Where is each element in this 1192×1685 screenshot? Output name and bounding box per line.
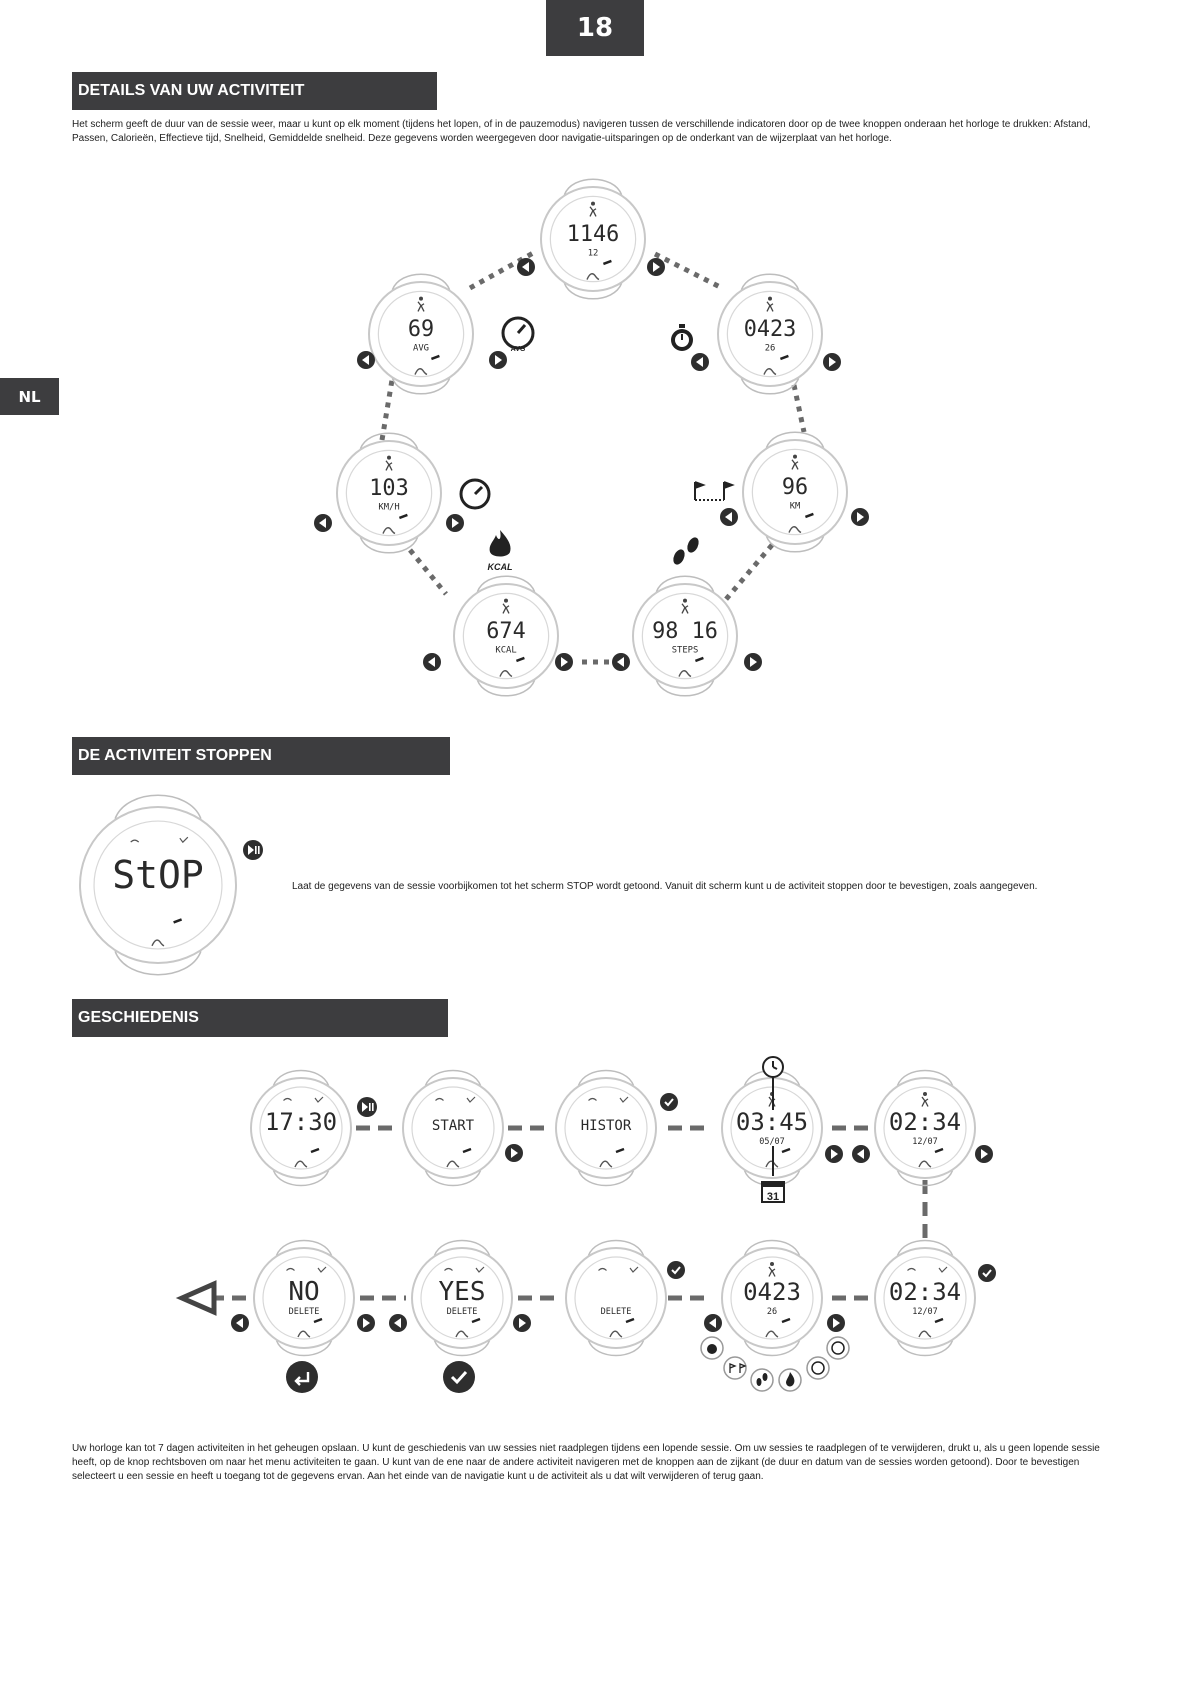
confirm-button-icon: [443, 1361, 475, 1393]
history-row1-watch-4: [875, 1071, 975, 1186]
history-row2-watch-1: [722, 1241, 822, 1356]
watch-main-value: NO: [288, 1277, 320, 1307]
watch-main-value: YES: [438, 1277, 486, 1307]
cycle-watch-2: [743, 432, 847, 552]
cycle-watch-6: [369, 274, 473, 394]
cycle-watch-3: [633, 576, 737, 696]
cycle-watch-4: [454, 576, 558, 696]
back-arrow-icon: [182, 1284, 214, 1312]
return-button-icon: [286, 1361, 318, 1393]
speedometer-avg-icon: [503, 318, 533, 353]
watch-sub-value: DELETE: [288, 1307, 320, 1317]
watch-main-value: 69: [407, 317, 435, 343]
watch-sub-value: 05/07: [759, 1137, 785, 1147]
history-row1-watch-0: [251, 1071, 351, 1186]
stop-watch: [80, 795, 236, 974]
svg-text:KCAL: KCAL: [487, 562, 513, 572]
watch-main-value: 02:34: [888, 1108, 962, 1136]
watch-sub-value: 12/07: [912, 1137, 938, 1147]
prev-button-icon: [517, 258, 535, 276]
stopwatch-icon: [671, 324, 693, 351]
watch-sub-value: KM: [789, 501, 801, 512]
watch-main-value: StOP: [112, 853, 204, 898]
section-header-details: DETAILS VAN UW ACTIVITEIT: [72, 72, 437, 110]
watch-sub-value: AVG: [413, 343, 429, 354]
next-button-icon: [647, 258, 665, 276]
check-button-icon: [660, 1093, 678, 1111]
watch-main-value: 17:30: [264, 1108, 338, 1136]
flame-kcal-icon: [488, 530, 513, 572]
cycle-watch-0: [541, 179, 645, 299]
watch-main-value: 103: [369, 476, 409, 502]
svg-text:AVG: AVG: [510, 346, 526, 353]
watch-sub-value: DELETE: [446, 1307, 478, 1317]
cycle-watch-5: [337, 433, 441, 553]
history-row1-watch-1: [403, 1071, 503, 1186]
watch-sub-value: 26: [766, 1307, 778, 1317]
language-tab: NL: [0, 378, 59, 415]
section-header-history: GESCHIEDENIS: [72, 999, 448, 1037]
watch-sub-value: 12: [587, 248, 599, 259]
calendar-icon: [762, 1182, 784, 1203]
history-row2-watch-4: [254, 1241, 354, 1356]
watch-main-value: 1146: [566, 222, 620, 248]
history-row2-watch-3: [412, 1241, 512, 1356]
watch-main-value: 674: [486, 619, 526, 645]
history-paragraph: Uw horloge kan tot 7 dagen activiteiten in het geheugen opslaan. U kunt de geschiedenis van uw sessies niet raadplegen tijdens een lopende sessie. Om uw sessies te raadplegen of te verwijderen, drukt u, als u geen lopende sessie heeft, op de knop rechtsboven om naar het menu activiteiten te gaan. U kunt van de ene naar de andere activiteit navigeren met de knoppen aan de zijkant (de duur en datum van de sessies worden getoond). Door te bevestigen selecteert u een sessie en heeft u toegang tot de gegevens ervan. Aan het einde van de navigatie kunt u de activiteit als u dat wilt verwijderen of terug gaan.: [72, 1443, 1100, 1482]
history-row2-watch-2: [566, 1241, 666, 1356]
watch-sub-value: DELETE: [600, 1307, 632, 1317]
watch-main-value: 03:45: [735, 1108, 809, 1136]
watch-sub-value: 26: [764, 343, 776, 354]
watch-sub-value: KM/H: [378, 502, 400, 513]
cycle-watch-1: [718, 274, 822, 394]
watch-main-value: 98 16: [652, 619, 718, 645]
stop-pause-button-icon: [243, 840, 263, 860]
watch-main-value: HISTOR: [580, 1118, 632, 1134]
history-row2-watch-0: [875, 1241, 975, 1356]
svg-text:31: 31: [766, 1191, 780, 1203]
clock-icon: [763, 1057, 783, 1077]
watch-main-value: START: [431, 1118, 475, 1134]
pause-button-icon: [357, 1097, 377, 1117]
page-number: 18: [546, 0, 644, 56]
watch-main-value: 96: [781, 475, 809, 501]
watch-main-value: 02:34: [888, 1278, 962, 1306]
watch-sub-value: KCAL: [495, 645, 517, 656]
footprints-icon: [671, 536, 701, 567]
stop-paragraph: Laat de gegevens van de sessie voorbijkomen tot het scherm STOP wordt getoond. Vanuit dit scherm kunt u de activiteit stoppen door te bevestigen, zoals aangegeven.: [292, 881, 1038, 892]
watch-sub-value: STEPS: [671, 645, 699, 656]
watch-main-value: 0423: [743, 317, 797, 343]
section-header-stop: DE ACTIVITEIT STOPPEN: [72, 737, 450, 775]
watch-sub-value: 12/07: [912, 1307, 938, 1317]
flag-distance-icon: [695, 482, 732, 500]
watch-main-value: 0423: [743, 1278, 801, 1306]
speedometer-icon: [461, 480, 489, 508]
history-row1-watch-2: [556, 1071, 656, 1186]
details-paragraph: Het scherm geeft de duur van de sessie weer, maar u kunt op elk moment (tijdens het lopen, of in de pauzemodus) navigeren tussen de verschillende indicatoren door op de twee knoppen onderaan het horloge te drukken: Afstand, Passen, Calorieën, Effectieve tijd, Snelheid, Gemiddelde snelheid. Deze gegevens worden weergegeven door navigatie-uitsparingen op de onderkant van de wijzerplaat van het horloge.: [72, 119, 1091, 144]
